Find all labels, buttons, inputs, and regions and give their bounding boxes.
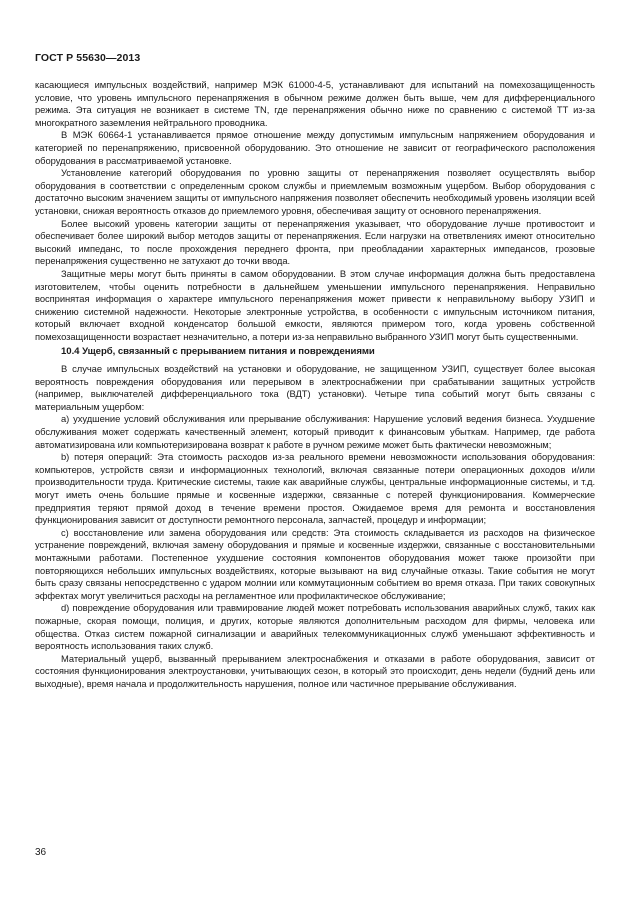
paragraph: касающиеся импульсных воздействий, например МЭК 61000-4-5, устанавливают для испытаний на помехозащищенность условие, что уровень импульсного перенапряжения в обычном режиме должен быть выше, чем для дифференциального режима. Эта ситуация не возникает в системе TN, где перенапряжения обычно ниже по сравнению с системой TT из-за многократного заземления нейтрального проводника.: [35, 79, 595, 128]
paragraph: В случае импульсных воздействий на установки и оборудование, не защищенном УЗИП, существует более высокая вероятность повреждения оборудования или перерывом в электроснабжении при срабатывании защитных устройств (например, выключателей дифференциального тока (ВДТ) установки). Четыре типа событий могут быть связаны с материальным ущербом:: [35, 363, 595, 412]
paragraph: В МЭК 60664-1 устанавливается прямое отношение между допустимым импульсным напряжением оборудования и категорией по перенапряжению, присвоенной оборудованию. Это отношение не зависит от географического расположения оборудования в рассматриваемой установке.: [35, 129, 595, 166]
standard-designation: ГОСТ Р 55630—2013: [35, 52, 141, 64]
document-header: [35, 52, 140, 64]
list-item-d: d) повреждение оборудования или травмирование людей может потребовать использования аварийных служб, таких как пожарные, скорая помощи, полиция, и других, которые являются дополнительным расходом для фирмы, человека или общества. Отказ систем пожарной сигнализации и аварийных телекоммуникационных служб уменьшают эффективность и вероятность использования таких служб.: [35, 602, 595, 652]
list-item-a: а) ухудшение условий обслуживания или прерывание обслуживания: Нарушение условий ведения бизнеса. Ухудшение обслуживания может содержать качественный элемент, который приводит к финансовым убыткам. Например, где работа автоматизирована или компьютеризирована возврат к работе в ручном режиме может быть фактически невозможным;: [35, 413, 595, 450]
list-item-c: с) восстановление или замена оборудования или средств: Эта стоимость складывается из расходов на физическое устранение повреждений, включая замену оборудования и прямые и косвенные издержки, связанные с восстановительными монтажными работами. Постепенное ухудшение состояния компонентов оборудования может также произойти при повторяющихся небольших импульсных воздействиях, которые вызывают на вид случайные отказы. Такие события не могут быть сразу связаны непосредственно с ударом молнии или коммутационным событием во время отказа. При таких совокупных эффектах могут увеличиться расходы на регламентное или профилактическое обслуживание;: [35, 526, 595, 601]
paragraph: Материальный ущерб, вызванный прерыванием электроснабжения и отказами в работе оборудования, зависит от состояния функционирования электроустановки, учитывающих сезон, в который это происходит, день недели (будний день или выходные), время начала и продолжительность нарушения, полное или частичное прерывание обслуживания.: [35, 652, 595, 689]
page-number: 36: [35, 847, 47, 858]
document-body: [35, 79, 595, 691]
paragraph: Более высокий уровень категории защиты от перенапряжения указывает, что оборудование лучше противостоит и обеспечивает более широкий выбор методов защиты от перенапряжения. Если нагрузки на ответвлениях имеют относительно высокий импеданс, то после прохождения переднего фронта, при преобладании характерных импедансов, грозовые перенапряжения существенно не затухают до точки ввода.: [35, 217, 595, 267]
section-heading: 10.4 Ущерб, связанный с прерыванием питания и повреждениями: [61, 346, 375, 358]
paragraph: Защитные меры могут быть приняты в самом оборудовании. В этом случае информация должна быть предоставлена изготовителем, чтобы оценить потребности в дальнейшем уменьшении импульсного перенапряжения. Неправильно воспринятая информация о характере импульсного перенапряжения может привести к неправильному выбору УЗИП и снижению системной надежности. Некоторые электронные устройства, в особенности с импульсным источником питания, который включает входной конденсатор большой емкости, являются примером того, когда уровень собственной помехозащищенности возрастает незначительно, а потери из-за неправильно выбранного УЗИП могут быть существенными.: [35, 267, 595, 342]
paragraph: Установление категорий оборудования по уровню защиты от перенапряжения позволяет осуществлять выбор оборудования в соответствии с определенным сроком службы и приемлемым возможным ущербом. Выбор оборудования с достаточно высоким значением защиты от импульсного напряжения позволяет обеспечить необходимый уровень изоляции всей установки, снижая вероятность отказов до приемлемого уровня, обеспечивая защиту от основного перенапряжения.: [35, 167, 595, 216]
list-item-b: b) потеря операций: Эта стоимость расходов из-за реального времени невозможности использования оборудования: компьютеров, устройств связи и информационных технологий, включая связанные потери операционных доходов и/или производительности труда. Критические системы, такие как аварийные службы, центральные информационные системы, и т.д. могут иметь очень большие прямые и косвенные издержки, связанные с потерей функционирования. Коммерческие предприятия теряют прямой доход в течение времени простоя. Ожидаемое время для ремонта и восстановления функционирования зависит от доступности ремонтного персонала, запчастей, процедур и информации;: [35, 451, 595, 526]
